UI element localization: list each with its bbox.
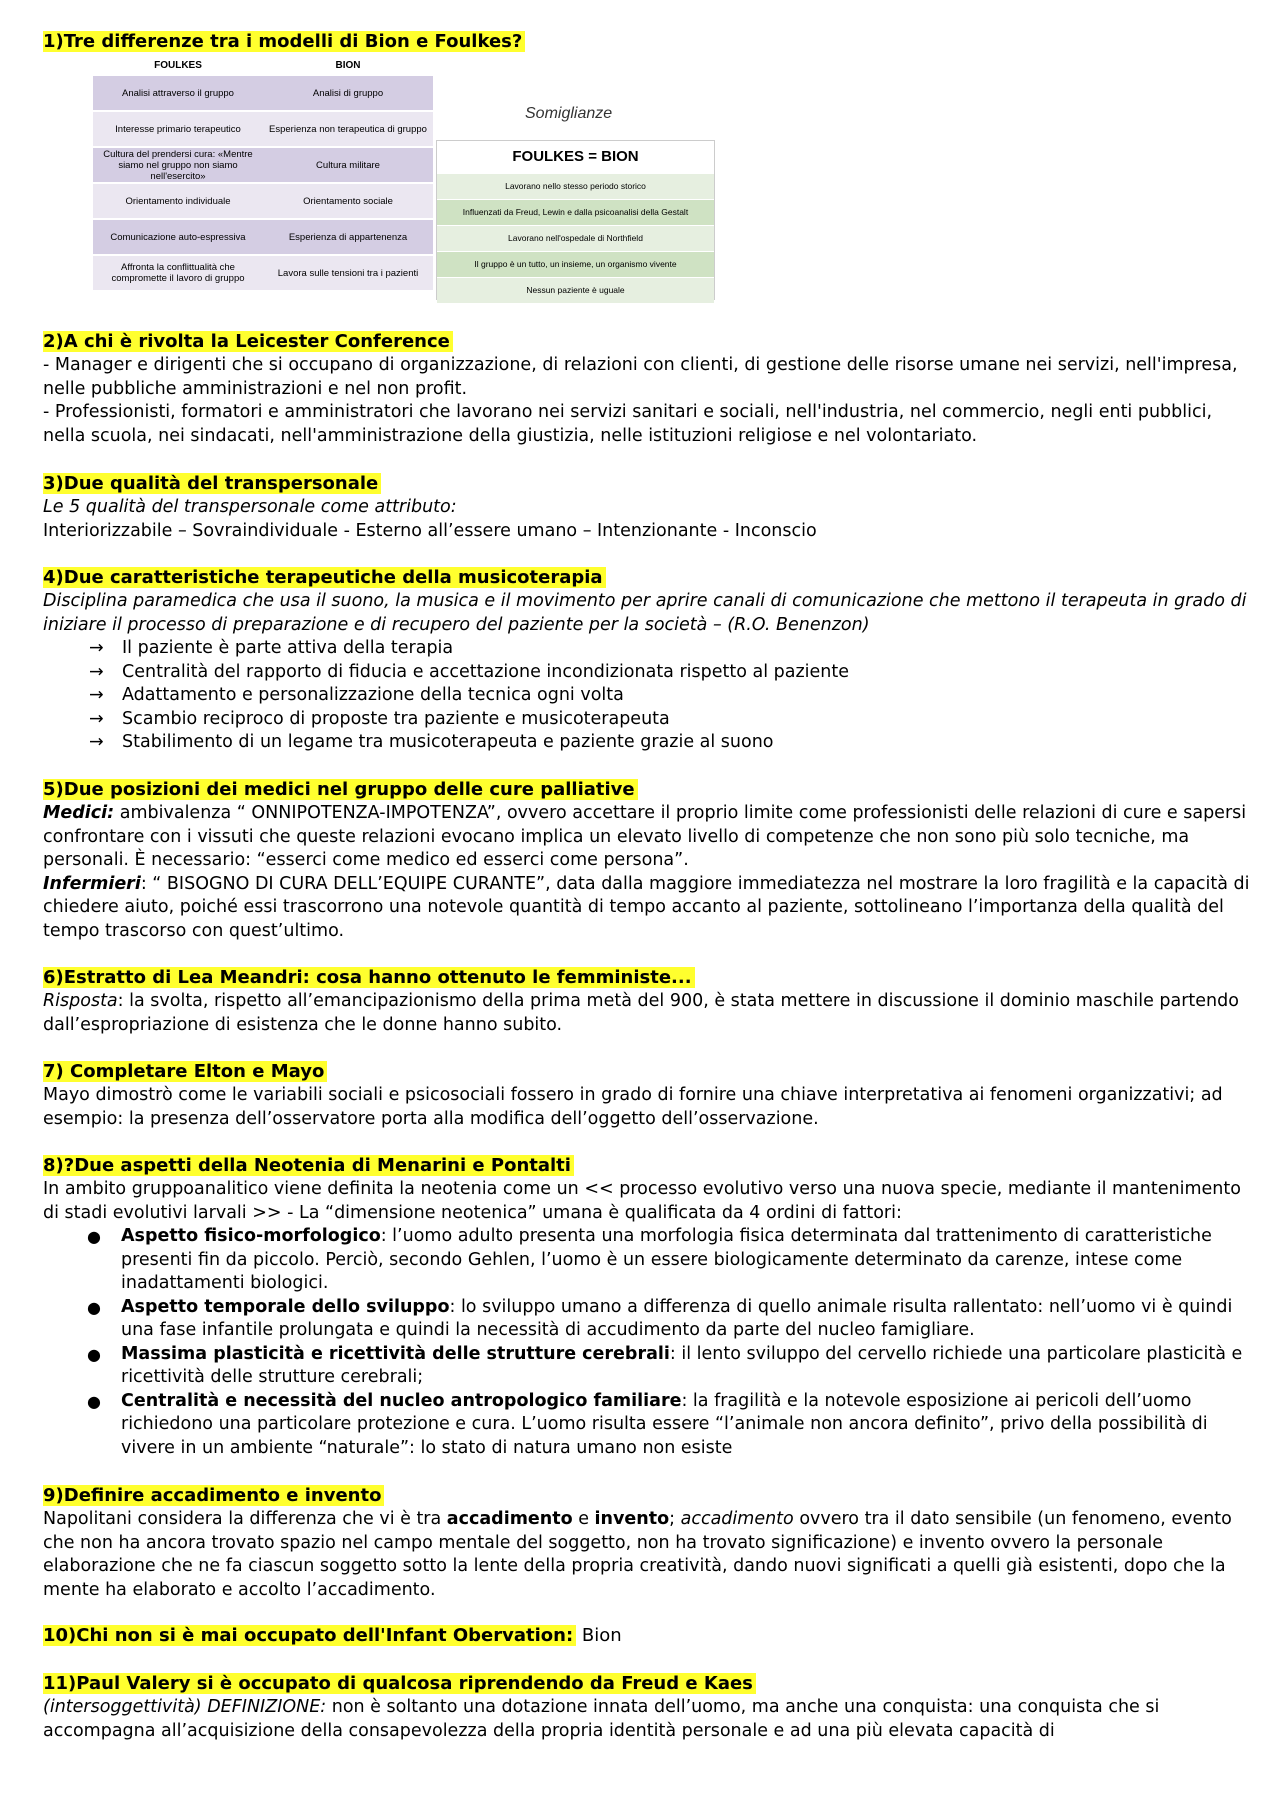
intro-text: In ambito gruppoanalitico viene definita la neotenia come un << processo evolutivo verso una nuova specie, mediante il mantenimento di stadi evolutivi larvali >> - La “dimensione neotenica” umana è qualificata da 4 ordini di fattori: [43, 1179, 1241, 1223]
list-item-text: Centralità del rapporto di fiducia e accettazione incondizionata rispetto al paziente [122, 661, 850, 682]
list-item-heading: Aspetto temporale dello sviluppo [121, 1296, 450, 1317]
similarities-table [436, 140, 715, 300]
list-item-text: Il paziente è parte attiva della terapia [122, 638, 454, 658]
list-item-heading: Aspetto fisico-morfologico [121, 1226, 381, 1246]
bion-cell: Lavora sulle tensioni tra i pazienti [277, 267, 419, 279]
list-item-heading: Massima plasticità e ricettività delle strutture cerebrali [121, 1343, 670, 1364]
foulkes-cell: Cultura del prendersi cura: «Mentre siamo nel gruppo non siamo nell'esercito» [103, 148, 253, 182]
paragraph: Napolitani considera la differenza che vi è tra accadimento e invento; accadimento ovvero tra il dato sensibile (un fenomeno, evento che non ha ancora trovato spazio nel campo mentale del soggetto, non ha trovato significazione) e invento ovvero la personale elaborazione che ne fa ciascun soggetto sotto la lente della propria creatività, dando nuovi significati a quelli già esistenti, dopo che la mente ha elaborato e accolto l’accadimento. [43, 1509, 1232, 1600]
arrow-icon: → [89, 708, 104, 729]
bullet-icon: ● [87, 1344, 101, 1364]
question-11-title: 11)Paul Valery si è occupato di qualcosa riprendendo da Freud e Kaes [43, 1672, 756, 1695]
bion-cell: Esperienza non terapeutica di gruppo [269, 123, 427, 135]
question-6-body [43, 990, 1258, 1037]
list-item-text: : la fragilità e la notevole esposizione ai pericoli dell’uomo richiedono una particolare protezione e cura. L’uomo risulta essere “l’animale non ancora definito”, privo della possibilità di vivere in un ambiente “naturale”: lo stato di natura umano non esiste [121, 1390, 1208, 1458]
question-4-title: 4)Due caratteristiche terapeutiche della musicoterapia [43, 566, 606, 589]
question-9-title: 9)Definire accadimento e invento [43, 1484, 384, 1507]
list-item [43, 1343, 1258, 1390]
question-8-title: 8)?Due aspetti della Neotenia di Menarini e Pontalti [43, 1154, 574, 1177]
list-item [43, 731, 1258, 755]
list-item-text: : lo sviluppo umano a differenza di quello animale risulta rallentato: nell’uomo vi è quindi una fase infantile prolungata e quindi la necessità di accudimento da parte del nucleo famigliare. [121, 1296, 1233, 1340]
paragraph: Mayo dimostrò come le variabili sociali e psicosociali fossero in grado di fornire una chiave interpretativa ai fenomeni organizzativi; ad esempio: la presenza dell’osservatore porta alla modifica dell’oggetto dell’osservazione. [43, 1085, 1223, 1129]
question-7-body [43, 1084, 1258, 1131]
foulkes-cell: Interesse primario terapeutico [115, 123, 241, 135]
list-item-text: Stabilimento di un legame tra musicoterapeuta e paziente grazie al suono [122, 732, 774, 752]
table-row [93, 148, 433, 184]
similarity-row: Il gruppo è un tutto, un insieme, un organismo vivente [437, 251, 714, 277]
list-item [43, 1296, 1258, 1343]
question-10-title: 10)Chi non si è mai occupato dell'Infant Obervation: Bion [43, 1625, 622, 1646]
question-9-body [43, 1508, 1258, 1602]
table-row [93, 220, 433, 256]
question-4-body [43, 590, 1258, 755]
bion-cell: Esperienza di appartenenza [288, 231, 408, 243]
question-7-title: 7) Completare Elton e Mayo [43, 1060, 327, 1083]
bullet-icon: ● [87, 1227, 101, 1246]
foulkes-cell: Orientamento individuale [125, 195, 231, 207]
arrow-icon: → [89, 685, 104, 705]
question-5-title: 5)Due posizioni dei medici nel gruppo delle cure palliative [43, 778, 638, 801]
arrow-icon: → [89, 661, 104, 682]
list-item [43, 637, 1258, 661]
list-item-text: : l’uomo adulto presenta una morfologia fisica determinata dal trattenimento di caratteristiche presenti fin da piccolo. Perciò, secondo Gehlen, l’uomo è un essere biologicamente determinato da carenze, intese come inadattamenti biologici. [121, 1226, 1212, 1293]
bullet-list [43, 1225, 1258, 1460]
bion-cell: Analisi di gruppo [312, 87, 384, 99]
intro-text: Disciplina paramedica che usa il suono, la musica e il movimento per aprire canali di comunicazione che mettono il terapeuta in grado di iniziare il processo di preparazione e di recupero del paziente per la società – (R.O. Benenzon) [43, 591, 1247, 635]
question-2-title: 2)A chi è rivolta la Leicester Conference [43, 330, 453, 353]
similarity-row: Lavorano nell'ospedale di Northfield [437, 225, 714, 251]
answer-text: Bion [576, 1625, 622, 1646]
list-item [43, 1390, 1258, 1461]
foulkes-cell: Affronta la conflittualità che compromette il lavoro di gruppo [111, 262, 245, 284]
paragraph: (intersoggettività) DEFINIZIONE: non è soltanto una dotazione innata dell’uomo, ma anche una conquista: una conquista che si accompagna all’acquisizione della consapevolezza della propria identità personale e ad una più elevata capacità di [43, 1697, 1160, 1741]
similarities-title: FOULKES = BION [437, 141, 714, 173]
list-item [43, 661, 1258, 685]
paragraph: - Manager e dirigenti che si occupano di organizzazione, di relazioni con clienti, di gestione delle risorse umane nei servizi, nell'impresa, nelle pubbliche amministrazioni e nel non profit. [43, 355, 1238, 399]
list-item-text: Scambio reciproco di proposte tra paziente e musicoterapeuta [122, 708, 670, 729]
bullet-icon: ● [87, 1391, 101, 1411]
paragraph: Medici: ambivalenza “ ONNIPOTENZA-IMPOTENZA”, ovvero accettare il proprio limite come professionisti delle relazioni di cure e sapersi confrontare con i vissuti che queste relazioni evocano implica un elevato livello di competenze che non sono più solo tecniche, ma personali. È necessario: “esserci come medico ed esserci come persona”. [43, 803, 1247, 870]
arrow-icon: → [89, 732, 104, 752]
bion-cell: Cultura militare [316, 159, 380, 171]
bullet-icon: ● [87, 1297, 101, 1317]
question-1-title: 1)Tre differenze tra i modelli di Bion e Foulkes? [43, 30, 525, 53]
paragraph: Risposta: la svolta, rispetto all’emancipazionismo della prima metà del 900, è stata mettere in discussione il dominio maschile partendo dall’espropriazione di esistenza che le donne hanno subito. [43, 991, 1239, 1035]
list-item [43, 1225, 1258, 1296]
arrow-icon: → [89, 638, 104, 658]
question-8-body [43, 1178, 1258, 1460]
question-2-body [43, 354, 1258, 448]
question-11-body [43, 1696, 1258, 1743]
table-body [93, 76, 433, 292]
foulkes-bion-table [93, 60, 433, 290]
column-foulkes: FOULKES [154, 60, 202, 71]
bion-cell: Orientamento sociale [303, 195, 393, 207]
similarities-body [437, 173, 714, 303]
paragraph: Infermieri: “ BISOGNO DI CURA DELL’EQUIPE CURANTE”, data dalla maggiore immediatezza nel mostrare la loro fragilità e la capacità di chiedere aiuto, poiché essi trascorrono una notevole quantità di tempo accanto al paziente, sottolineano l’importanza della qualità del tempo trascorso con quest’ultimo. [43, 873, 1250, 941]
question-3-body [43, 496, 1258, 543]
list-item-heading: Centralità e necessità del nucleo antropologico familiare [121, 1390, 682, 1411]
foulkes-cell: Analisi attraverso il gruppo [122, 87, 234, 99]
intro-text: Le 5 qualità del transpersonale come attributo: [43, 497, 457, 517]
similarity-row: Lavorano nello stesso periodo storico [437, 173, 714, 199]
table-row [93, 256, 433, 292]
similarity-row: Influenzati da Freud, Lewin e dalla psicoanalisi della Gestalt [437, 199, 714, 225]
similarity-row: Nessun paziente è uguale [437, 277, 714, 303]
list-item [43, 708, 1258, 732]
question-5-body [43, 802, 1258, 943]
list-item-text: : il lento sviluppo del cervello richiede una particolare plasticità e ricettività delle strutture cerebrali; [121, 1343, 1243, 1387]
list-item [43, 684, 1258, 708]
arrow-list [43, 637, 1258, 755]
table-header [93, 60, 433, 76]
table-row [93, 184, 433, 220]
paragraph: - Professionisti, formatori e amministratori che lavorano nei servizi sanitari e sociali, nell'industria, nel commercio, negli enti pubblici, nella scuola, nei sindacati, nell'amministrazione della giustizia, nelle istituzioni religiose e nel volontariato. [43, 402, 1213, 446]
list-item-text: Adattamento e personalizzazione della tecnica ogni volta [122, 685, 624, 705]
qualities-list: Interiorizzabile – Sovraindividuale - Esterno all’essere umano – Intenzionante - Inconscio [43, 520, 817, 541]
column-bion: BION [335, 60, 361, 71]
table-row [93, 76, 433, 112]
foulkes-cell: Comunicazione auto-espressiva [110, 231, 246, 243]
table-row [93, 112, 433, 148]
question-3-title: 3)Due qualità del transpersonale [43, 472, 381, 495]
similarities-caption: Somiglianze [525, 105, 613, 122]
question-6-title: 6)Estratto di Lea Meandri: cosa hanno ottenuto le femministe... [43, 966, 695, 989]
